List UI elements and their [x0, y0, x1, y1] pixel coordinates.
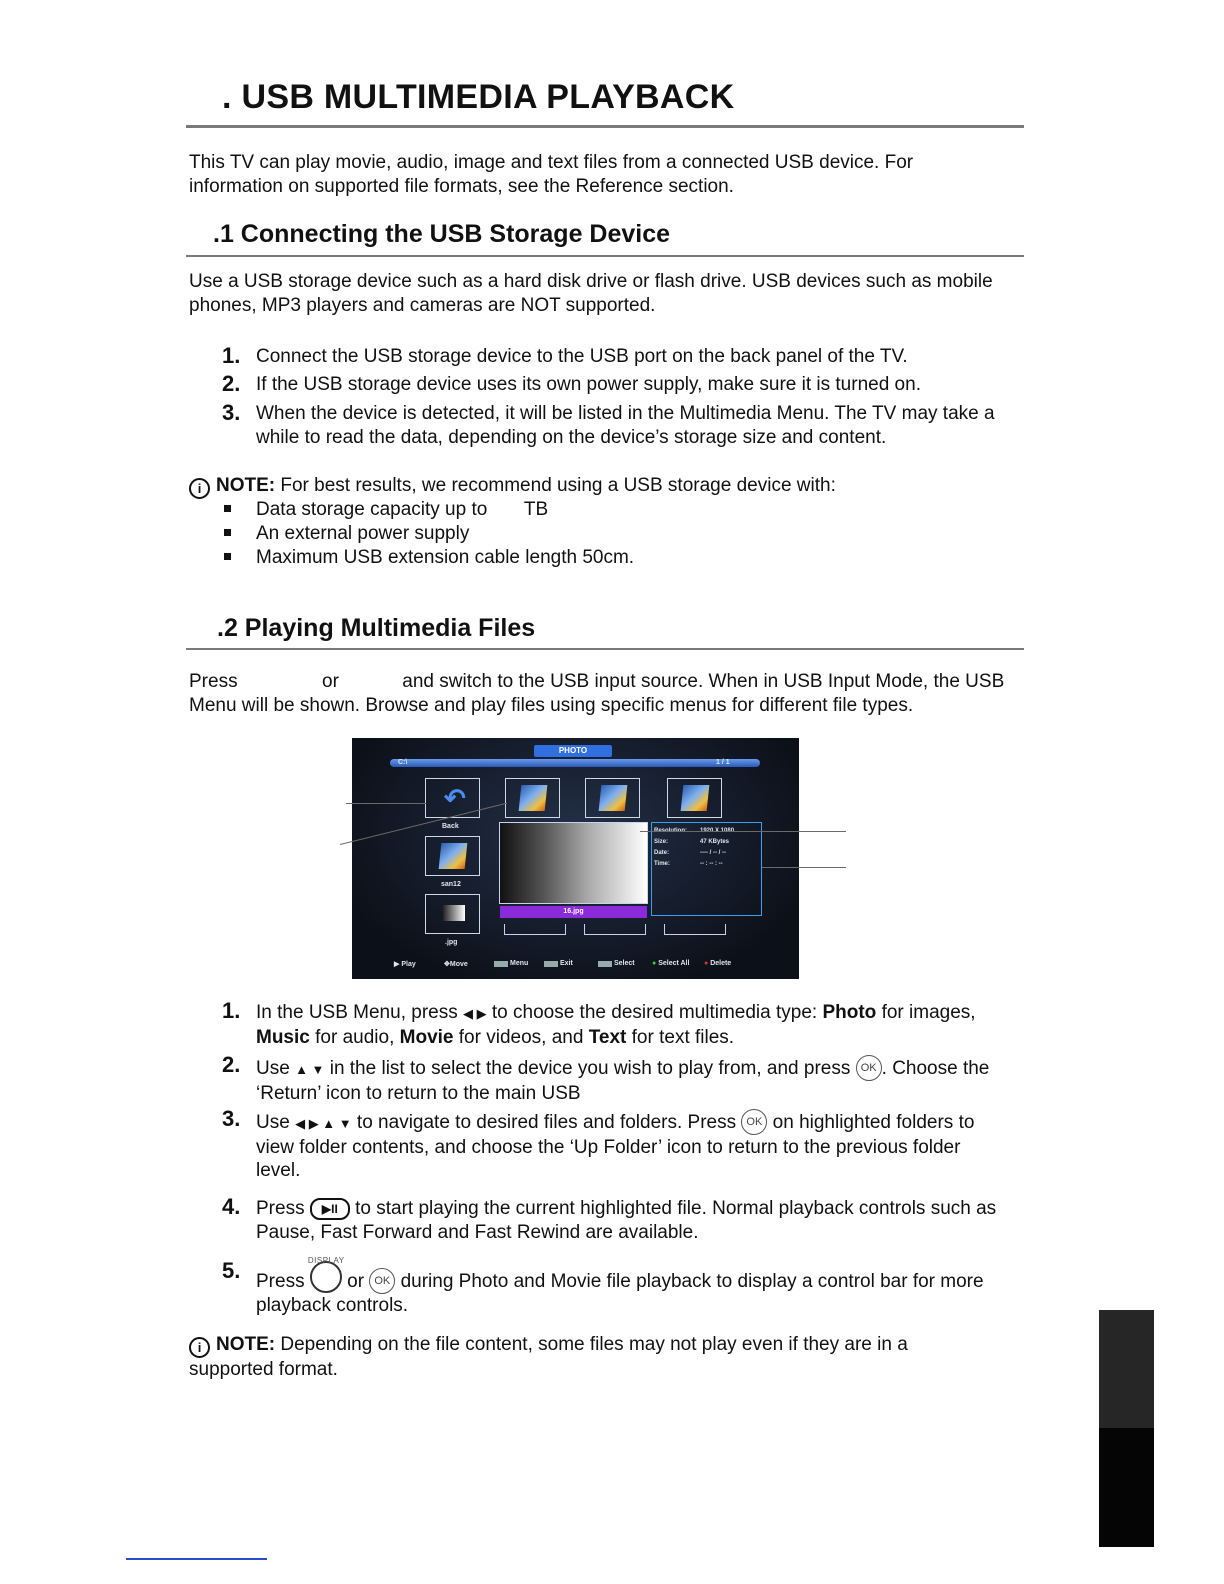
side-tab-upper: [1099, 1310, 1154, 1428]
slot-frame: [504, 924, 566, 935]
preview-image: [499, 822, 648, 904]
step-number: 2.: [222, 371, 241, 396]
page-indicator: 1 / 1: [716, 759, 730, 766]
info-value: -- : -- : --: [700, 861, 723, 867]
display-button-icon: DISPLAY: [310, 1261, 342, 1293]
ok-button-icon: OK: [856, 1055, 882, 1081]
footer-link-line: [126, 1558, 267, 1560]
step-text: Connect the USB storage device to the USB port on the back panel of the TV.: [256, 346, 908, 367]
slot-frame: [584, 924, 646, 935]
info-icon: i: [189, 478, 210, 499]
footer-bar: [352, 956, 799, 972]
ok-button-icon: OK: [369, 1268, 395, 1294]
step-text: When the device is detected, it will be listed in the Multimedia Menu. The TV may take a while to read the data, depending on the device’s storage size and content.: [256, 403, 995, 448]
bullet-item: Data storage capacity up to TB: [256, 499, 549, 520]
step-number: 1.: [222, 343, 241, 368]
step-number: 2.: [222, 1052, 241, 1077]
callout-line: [346, 803, 426, 804]
bullet-item: An external power supply: [256, 523, 470, 544]
photo-thumb[interactable]: [585, 778, 640, 818]
intro-paragraph: This TV can play movie, audio, image and text files from a connected USB device. For information on supported file formats, see the Reference section.: [189, 152, 914, 197]
folder-label: san12: [441, 881, 461, 888]
note-text: For best results, we recommend using a USB storage device with:: [275, 475, 836, 496]
section1-heading: .1 Connecting the USB Storage Device: [213, 220, 671, 248]
file-tile[interactable]: [425, 894, 480, 934]
ok-button-icon: OK: [741, 1109, 767, 1135]
step-number: 3.: [222, 1106, 241, 1131]
photo-thumb-icon: [439, 843, 468, 869]
footer-select-all: ● Select All: [652, 960, 690, 967]
note-1: [189, 474, 1009, 499]
footer-move: ✥Move: [444, 961, 468, 968]
callout-line: [762, 867, 846, 868]
info-icon: i: [189, 1337, 210, 1358]
section1-rule: [186, 255, 1024, 257]
photo-thumb[interactable]: [667, 778, 722, 818]
section2-paragraph: Press or and switch to the USB input source. When in USB Input Mode, the USB Menu will be shown. Browse and play files using specific menus for different file types.: [189, 671, 1010, 716]
step-text: Press ▶II to start playing the current highlighted file. Normal playback controls such as Pause, Fast Forward and Fast Rewind are available.: [256, 1198, 997, 1243]
info-value: 47 KBytes: [700, 839, 730, 845]
note-2: [189, 1333, 989, 1382]
info-value: ---- / -- / --: [700, 850, 726, 856]
step-text: If the USB storage device uses its own power supply, make sure it is turned on.: [256, 374, 921, 395]
usb-menu-screenshot: [352, 738, 799, 979]
info-key: Time:: [654, 861, 670, 867]
info-key: Date:: [654, 850, 670, 856]
footer-exit: Exit: [544, 960, 573, 967]
file-label: .jpg: [445, 939, 458, 946]
side-tab-lower: [1099, 1428, 1154, 1547]
info-key: Size:: [654, 839, 669, 845]
photo-thumb-icon: [519, 785, 548, 811]
back-label: Back: [442, 823, 459, 830]
step-text: In the USB Menu, press ◀ ▶ to choose the desired multimedia type: Photo for images, Music for audio, Movie for videos, and Text for text files.: [256, 1002, 976, 1048]
bullet-icon: [224, 505, 231, 512]
section2-heading: .2 Playing Multimedia Files: [217, 614, 536, 642]
footer-play: ▶ Play: [394, 961, 416, 968]
play-pause-button-icon: ▶II: [310, 1198, 350, 1220]
info-panel: [651, 822, 762, 916]
callout-line: [640, 831, 846, 832]
page-title: . USB MULTIMEDIA PLAYBACK: [222, 78, 735, 116]
direction-arrows-icon: ◀ ▶ ▲ ▼: [295, 1116, 352, 1131]
note-label: NOTE:: [216, 1334, 276, 1355]
step-number: 4.: [222, 1194, 241, 1219]
bullet-icon: [224, 553, 231, 560]
photo-thumb-icon: [681, 785, 710, 811]
selected-file-bar: 16.jpg: [500, 906, 647, 918]
folder-tile[interactable]: [425, 836, 480, 876]
return-icon: ↶: [444, 783, 466, 813]
photo-thumb-icon: [599, 785, 628, 811]
footer-select: Select: [598, 960, 635, 967]
photo-thumb[interactable]: [505, 778, 560, 818]
step-number: 3.: [222, 400, 241, 425]
note-text: Depending on the file content, some files may not play even if they are in a supported format.: [189, 1334, 908, 1380]
bullet-icon: [224, 529, 231, 536]
slot-frame: [664, 924, 726, 935]
title-rule: [186, 125, 1024, 128]
section1-paragraph: Use a USB storage device such as a hard disk drive or flash drive. USB devices such as mobile phones, MP3 players and cameras are NOT supported.: [189, 271, 993, 316]
step-text: Use ◀ ▶ ▲ ▼ to navigate to desired files and folders. Press OK on highlighted folders to view folder contents, and choose the ‘Up Folder’ icon to return to the previous folder level.: [256, 1109, 976, 1183]
step-text: Use ▲ ▼ in the list to select the device you wish to play from, and press OK . Choose the ‘Return’ icon to return to the main USB: [256, 1055, 1026, 1105]
note-label: NOTE:: [216, 475, 276, 496]
step-number: 5.: [222, 1258, 241, 1283]
path-bar: [390, 759, 760, 767]
tab-photo[interactable]: PHOTO: [534, 745, 612, 757]
bullet-item: Maximum USB extension cable length 50cm.: [256, 547, 635, 568]
footer-delete: ● Delete: [704, 960, 732, 967]
section2-rule: [186, 648, 1024, 650]
file-thumb-icon: [443, 905, 465, 921]
footer-menu: Menu: [494, 960, 528, 967]
path-text: C:\: [398, 759, 408, 766]
left-right-arrows-icon: ◀ ▶: [463, 1006, 487, 1021]
up-down-arrows-icon: ▲ ▼: [295, 1062, 325, 1077]
step-number: 1.: [222, 998, 241, 1023]
step-text: Press DISPLAY or OK during Photo and Movie file playback to display a control bar for more playback controls.: [256, 1256, 984, 1316]
